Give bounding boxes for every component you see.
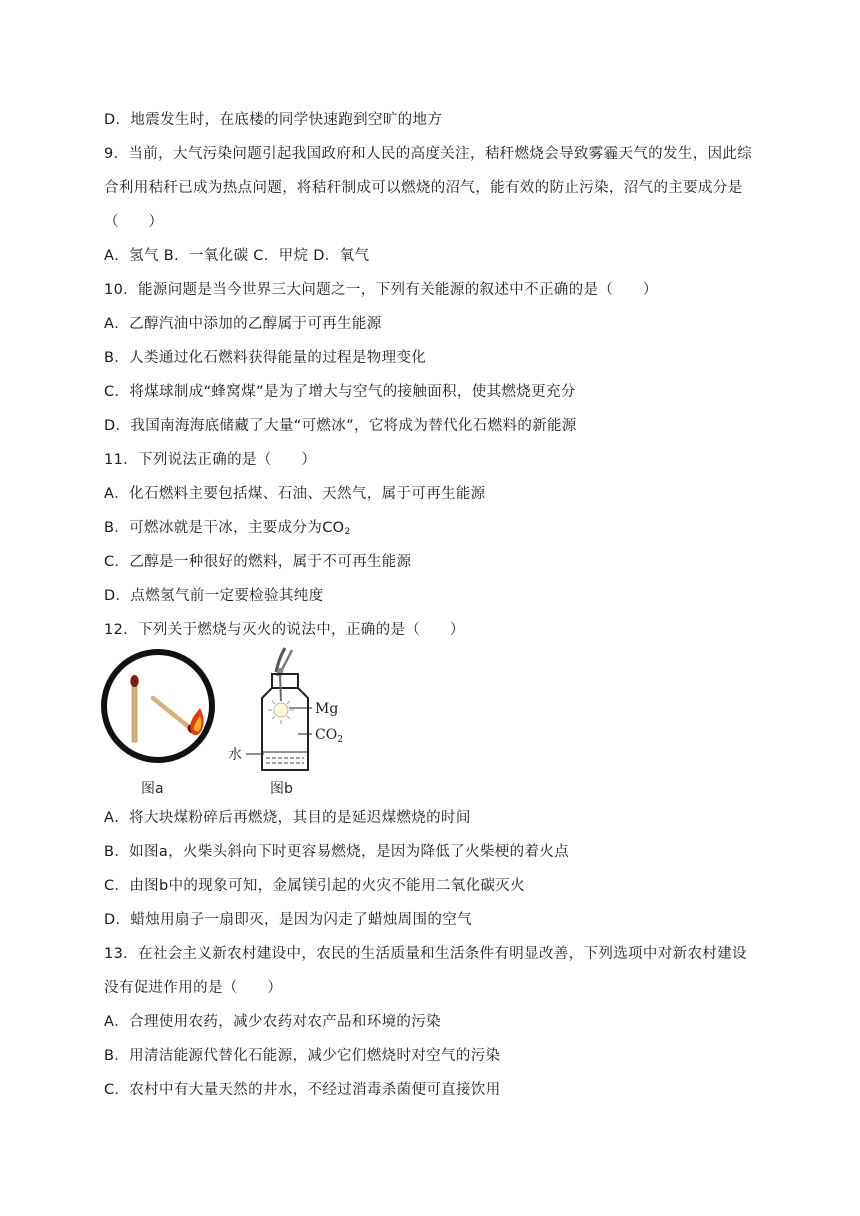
figure-b <box>228 648 343 797</box>
option-line: D．点燃氢气前一定要检验其纯度 <box>104 588 324 604</box>
option-line: A．合理使用农药，减少农药对农产品和环境的污染 <box>104 1014 441 1030</box>
label-co-sub: 2 <box>337 735 343 745</box>
option-line: C．农村中有大量天然的井水，不经过消毒杀菌便可直接饮用 <box>104 1082 501 1098</box>
text-line: 没有促进作用的是（ ） <box>104 980 283 996</box>
text-line: D．地震发生时，在底楼的同学快速跑到空旷的地方 <box>104 112 443 128</box>
option-line: B．人类通过化石燃料获得能量的过程是物理变化 <box>104 350 427 366</box>
options-line: A．氢气 B．一氧化碳 C．甲烷 D．氧气 <box>104 248 370 264</box>
option-line: D．我国南海海底储藏了大量“可燃冰”，它将成为替代化石燃料的新能源 <box>104 418 577 434</box>
question-11-line: 11．下列说法正确的是（ ） <box>104 452 317 468</box>
option-line <box>104 518 351 542</box>
label-co2 <box>315 727 343 745</box>
label-co: CO <box>315 727 338 743</box>
option-line: C．乙醇是一种很好的燃料，属于不可再生能源 <box>104 554 412 570</box>
subscript: 2 <box>344 527 351 537</box>
answer-blank: （ ） <box>104 214 164 230</box>
label-water: 水 <box>228 747 242 763</box>
option-line: A．将大块煤粉碎后再燃烧，其目的是延迟煤燃烧的时间 <box>104 810 471 826</box>
option-text: B．可燃冰就是干冰，主要成分为CO <box>104 520 345 536</box>
question-10-line: 10．能源问题是当今世界三大问题之一，下列有关能源的叙述中不正确的是（ ） <box>104 282 658 298</box>
option-line: A．化石燃料主要包括煤、石油、天然气，属于可再生能源 <box>104 486 486 502</box>
question-12-line: 12．下列关于燃烧与灭火的说法中，正确的是（ ） <box>104 622 465 638</box>
option-line: C．由图b中的现象可知，金属镁引起的火灾不能用二氧化碳灭火 <box>104 878 525 894</box>
question-9-line: 9．当前，大气污染问题引起我国政府和人民的高度关注，秸秆燃烧会导致雾霾天气的发生，因此综 <box>104 146 753 162</box>
option-line: B．如图a，火柴头斜向下时更容易燃烧，是因为降低了火柴梗的着火点 <box>104 844 570 860</box>
label-mg: Mg <box>315 701 339 717</box>
option-line: A．乙醇汽油中添加的乙醇属于可再生能源 <box>104 316 382 332</box>
option-line: D．蜡烛用扇子一扇即灭，是因为闪走了蜡烛周围的空气 <box>104 912 472 928</box>
question-13-line: 13．在社会主义新农村建设中，农民的生活质量和生活条件有明显改善，下列选项中对新农村建设 <box>104 946 747 962</box>
figure-a <box>104 652 212 797</box>
figure-a-caption: 图a <box>141 781 164 797</box>
option-line: C．将煤球制成“蜂窝煤”是为了增大与空气的接触面积，使其燃烧更充分 <box>104 384 576 400</box>
option-line: B．用清洁能源代替化石能源，减少它们燃烧时对空气的污染 <box>104 1048 501 1064</box>
figure-b-caption: 图b <box>270 781 293 797</box>
figure-a-b <box>100 646 345 798</box>
text-line: 合利用秸秆已成为热点问题，将秸秆制成可以燃烧的沼气，能有效的防止污染，沼气的主要成分是 <box>104 180 743 196</box>
